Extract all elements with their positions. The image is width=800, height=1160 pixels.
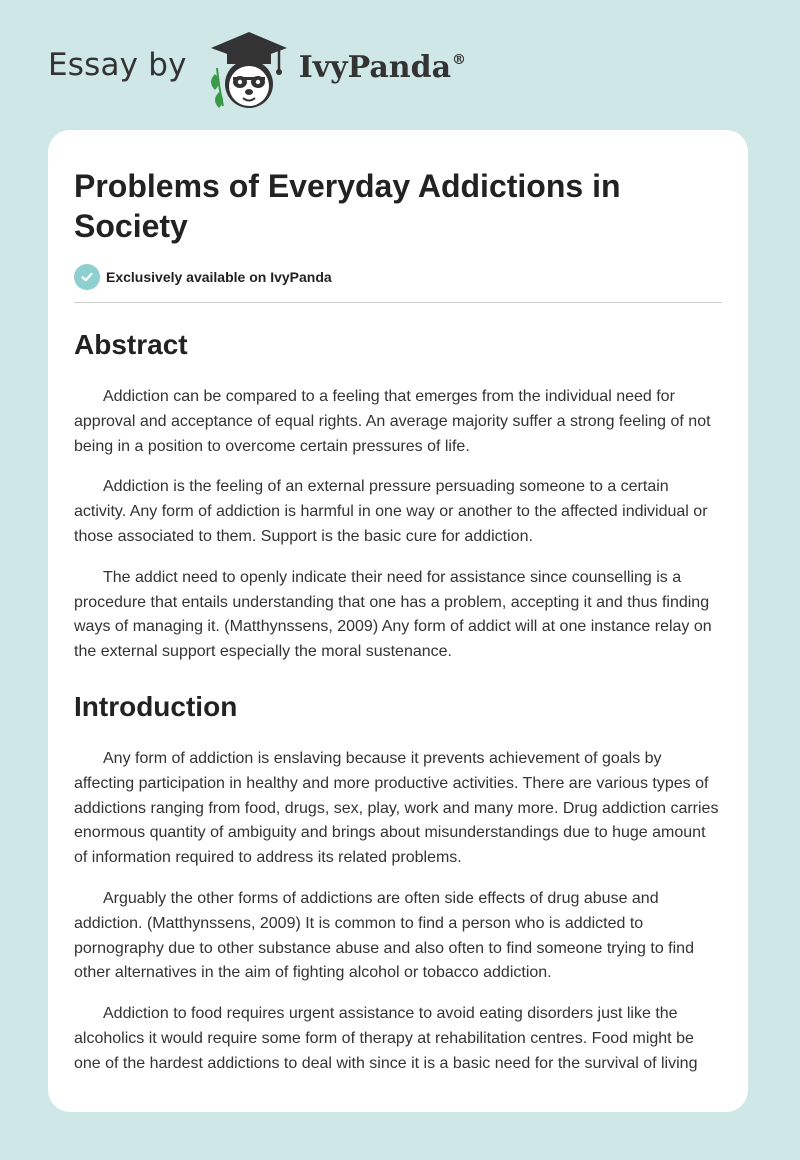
- section-heading: Introduction: [74, 690, 238, 722]
- paragraph: Any form of addiction is enslaving because it prevents achievement of goals by affecting participation in healthy and more productive activities. There are various types of addictions ranging from food, drugs, sex, play, work and many more. Drug addiction carries enormous quantity of ambiguity and brings about misunderstandings due to huge amount of information required to address its related problems.: [74, 749, 719, 867]
- essay-card: [48, 130, 748, 1112]
- paragraph: Addiction is the feeling of an external pressure persuading someone to a certain activity. Any form of addiction is harmful in one way or another to the affected individual or those associated to them. Support is the basic cure for addiction.: [74, 478, 708, 545]
- site-header: [48, 28, 466, 112]
- registered-mark: ®: [452, 51, 467, 68]
- paragraph: Addiction to food requires urgent assistance to avoid eating disorders just like the alcoholics it would require some form of therapy at rehabilitation centres. Food might be one of the hardest addictions to deal with since it is a basic need for the survival of living: [74, 1005, 698, 1072]
- section-heading: Abstract: [74, 329, 188, 360]
- brand-name: [299, 50, 466, 85]
- ivypanda-logo-icon[interactable]: [203, 28, 295, 112]
- exclusive-badge: [74, 264, 722, 290]
- essay-by-label: Essay by: [48, 47, 187, 83]
- introduction-section: [74, 691, 722, 1077]
- divider: [74, 302, 722, 303]
- badge-label: Exclusively available on IvyPanda: [106, 269, 332, 285]
- check-circle-icon: [74, 264, 100, 290]
- paragraph: Addiction can be compared to a feeling that emerges from the individual need for approval and acceptance of equal rights. An average majority suffer a strong feeling of not being in a position to overcome certain pressures of life.: [74, 388, 711, 455]
- paragraph: The addict need to openly indicate their need for assistance since counselling is a procedure that entails understanding that one has a problem, accepting it and thus finding ways of managing it. (Matthynssens, 2009) Any form of addict will at one instance relay on the external support especially the moral sustenance.: [74, 568, 712, 661]
- abstract-section: [74, 329, 722, 665]
- brand-text: IvyPanda: [298, 49, 452, 85]
- paragraph: Arguably the other forms of addictions are often side effects of drug abuse and addiction. (Matthynssens, 2009) It is common to find a person who is addicted to pornography due to other substance abuse and also often to find someone trying to find other alternatives in the aim of fighting alcohol or tobacco addiction.: [74, 889, 694, 982]
- page-title: Problems of Everyday Addictions in Society: [74, 168, 621, 244]
